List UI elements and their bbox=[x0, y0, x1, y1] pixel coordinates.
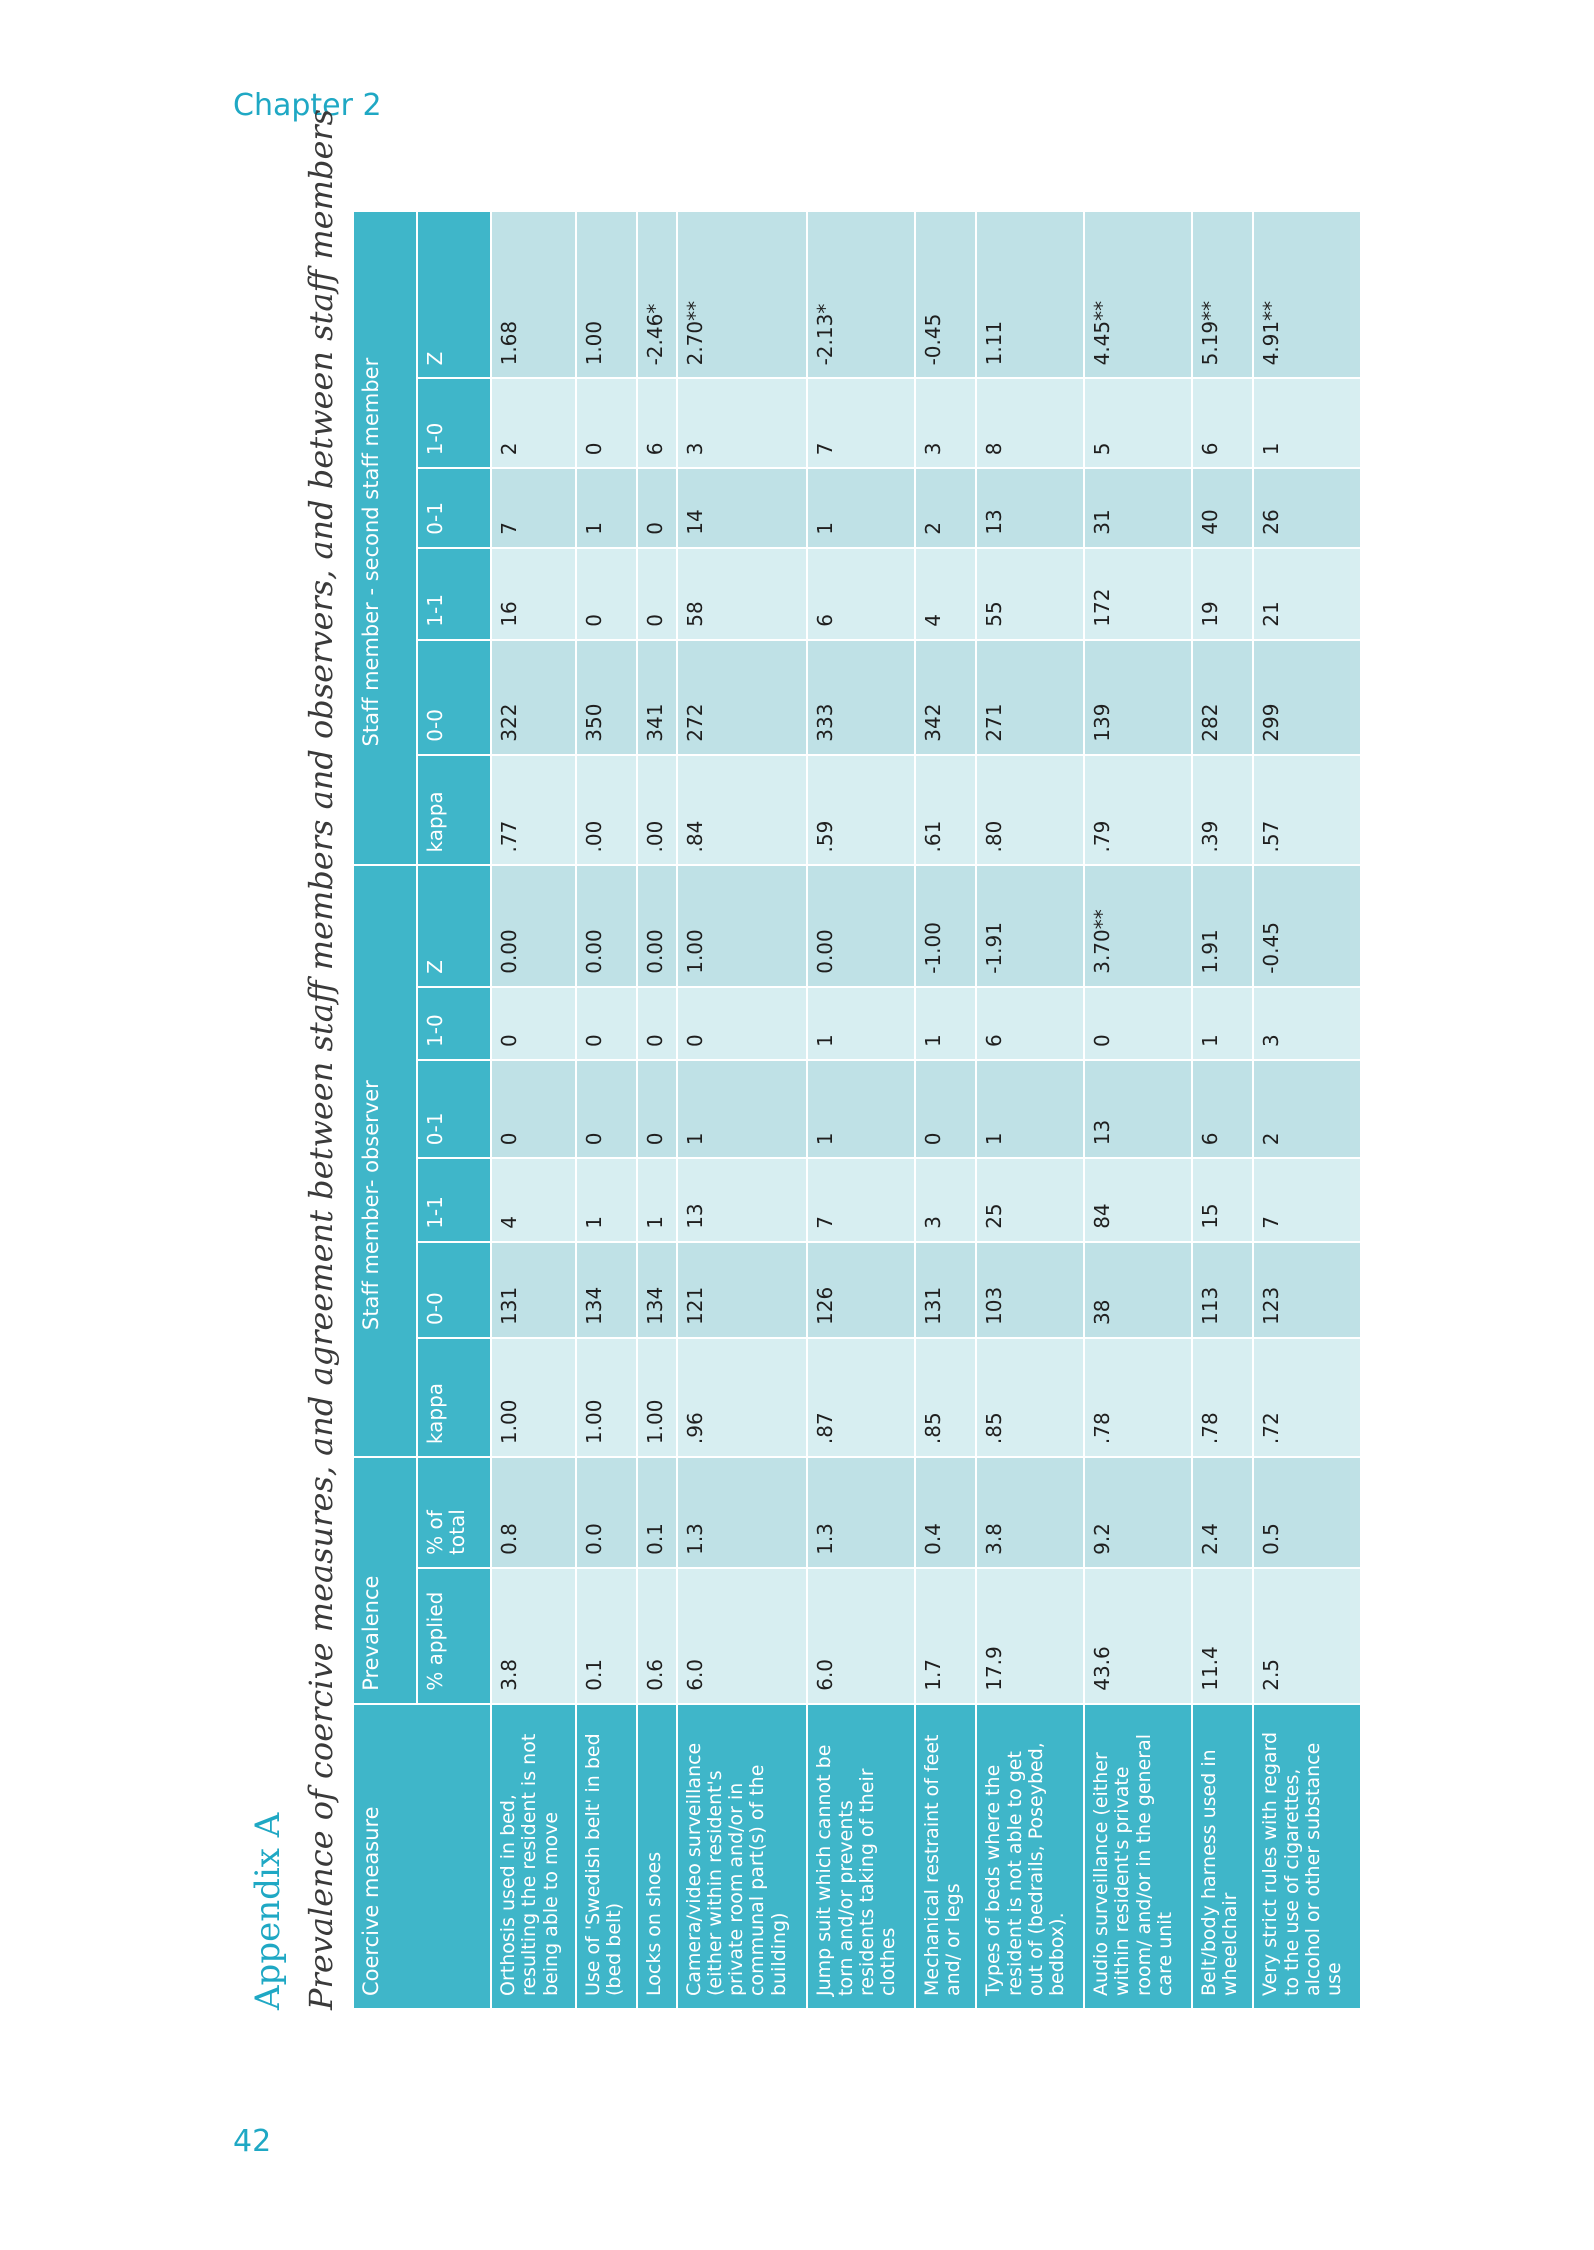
so-00-cell: 38 bbox=[1084, 1242, 1192, 1338]
pct-applied-cell: 3.8 bbox=[491, 1568, 576, 1704]
staff-observer-header bbox=[353, 865, 417, 1457]
ss-11-cell: 0 bbox=[576, 548, 637, 640]
so-10-cell: 0 bbox=[491, 987, 576, 1060]
table-row bbox=[637, 211, 677, 2009]
table-row bbox=[1084, 211, 1192, 2009]
so-10-cell: 1 bbox=[1192, 987, 1253, 1060]
ss-kappa-cell: .59 bbox=[807, 755, 915, 866]
ss-10-cell: 2 bbox=[491, 378, 576, 468]
ss-01-header: 0-1 bbox=[417, 468, 491, 547]
ss-01-cell: 2 bbox=[915, 468, 976, 547]
table-row bbox=[1192, 211, 1253, 2009]
so-kappa-cell: .85 bbox=[915, 1338, 976, 1457]
rotated-content bbox=[240, 108, 1360, 2010]
staff-observer-label: Staff member- observer bbox=[359, 1080, 383, 1331]
so-z-cell: -0.45 bbox=[1253, 865, 1361, 986]
table-row bbox=[576, 211, 637, 2009]
ss-11-cell: 6 bbox=[807, 548, 915, 640]
ss-z-cell: -0.45 bbox=[915, 211, 976, 378]
so-z-header: Z bbox=[417, 865, 491, 986]
so-z-cell: 0.00 bbox=[637, 865, 677, 986]
ss-01-cell: 31 bbox=[1084, 468, 1192, 547]
so-10-header: 1-0 bbox=[417, 987, 491, 1060]
ss-11-header: 1-1 bbox=[417, 548, 491, 640]
so-z-cell: -1.91 bbox=[976, 865, 1084, 986]
measure-cell: Use of 'Swedish belt' in bed (bed belt) bbox=[576, 1704, 637, 2009]
ss-kappa-cell: .39 bbox=[1192, 755, 1253, 866]
ss-01-cell: 0 bbox=[637, 468, 677, 547]
table-row bbox=[976, 211, 1084, 2009]
pct-total-cell: 3.8 bbox=[976, 1457, 1084, 1568]
ss-z-cell: 2.70** bbox=[677, 211, 808, 378]
so-00-cell: 123 bbox=[1253, 1242, 1361, 1338]
ss-00-cell: 350 bbox=[576, 640, 637, 755]
so-z-cell: 1.91 bbox=[1192, 865, 1253, 986]
ss-11-cell: 16 bbox=[491, 548, 576, 640]
so-00-cell: 134 bbox=[637, 1242, 677, 1338]
ss-10-cell: 8 bbox=[976, 378, 1084, 468]
so-z-cell: -1.00 bbox=[915, 865, 976, 986]
ss-kappa-cell: .57 bbox=[1253, 755, 1361, 866]
so-kappa-cell: .85 bbox=[976, 1338, 1084, 1457]
so-10-cell: 6 bbox=[976, 987, 1084, 1060]
so-kappa-cell: 1.00 bbox=[637, 1338, 677, 1457]
ss-z-cell: 1.68 bbox=[491, 211, 576, 378]
ss-10-cell: 3 bbox=[677, 378, 808, 468]
so-10-cell: 0 bbox=[637, 987, 677, 1060]
so-kappa-cell: .78 bbox=[1192, 1338, 1253, 1457]
measure-cell: Locks on shoes bbox=[637, 1704, 677, 2009]
measure-cell: Audio surveillance (either within resident's private room/ and/or in the general care unit bbox=[1084, 1704, 1192, 2009]
ss-z-header: Z bbox=[417, 211, 491, 378]
ss-00-cell: 271 bbox=[976, 640, 1084, 755]
table-row bbox=[1253, 211, 1361, 2009]
ss-11-cell: 0 bbox=[637, 548, 677, 640]
ss-z-cell: 1.11 bbox=[976, 211, 1084, 378]
ss-01-cell: 40 bbox=[1192, 468, 1253, 547]
so-z-cell: 0.00 bbox=[576, 865, 637, 986]
so-00-cell: 103 bbox=[976, 1242, 1084, 1338]
ss-z-cell: -2.46* bbox=[637, 211, 677, 378]
ss-kappa-cell: .00 bbox=[637, 755, 677, 866]
so-z-cell: 3.70** bbox=[1084, 865, 1192, 986]
pct-applied-cell: 6.0 bbox=[807, 1568, 915, 1704]
so-00-cell: 126 bbox=[807, 1242, 915, 1338]
so-kappa-cell: .87 bbox=[807, 1338, 915, 1457]
pct-total-cell: 0.4 bbox=[915, 1457, 976, 1568]
pct-total-cell: 0.0 bbox=[576, 1457, 637, 1568]
measure-cell: Very strict rules with regard to the use of cigarettes, alcohol or other substance use bbox=[1253, 1704, 1361, 2009]
ss-01-cell: 13 bbox=[976, 468, 1084, 547]
so-11-cell: 7 bbox=[807, 1158, 915, 1242]
measure-cell: Types of beds where the resident is not able to get out of (bedrails, Poseybed, bedbox). bbox=[976, 1704, 1084, 2009]
ss-00-cell: 322 bbox=[491, 640, 576, 755]
so-00-cell: 131 bbox=[915, 1242, 976, 1338]
ss-10-cell: 0 bbox=[576, 378, 637, 468]
ss-01-cell: 14 bbox=[677, 468, 808, 547]
so-kappa-cell: .78 bbox=[1084, 1338, 1192, 1457]
ss-00-cell: 282 bbox=[1192, 640, 1253, 755]
ss-01-cell: 1 bbox=[576, 468, 637, 547]
pct-total-cell: 1.3 bbox=[807, 1457, 915, 1568]
ss-00-cell: 342 bbox=[915, 640, 976, 755]
ss-10-cell: 6 bbox=[637, 378, 677, 468]
so-10-cell: 0 bbox=[1084, 987, 1192, 1060]
so-10-cell: 0 bbox=[576, 987, 637, 1060]
measure-cell: Mechanical restraint of feet and/ or legs bbox=[915, 1704, 976, 2009]
ss-10-cell: 5 bbox=[1084, 378, 1192, 468]
pct-applied-cell: 43.6 bbox=[1084, 1568, 1192, 1704]
pct-total-header: % of total bbox=[417, 1457, 491, 1568]
so-11-cell: 1 bbox=[576, 1158, 637, 1242]
so-kappa-header: kappa bbox=[417, 1338, 491, 1457]
ss-11-cell: 172 bbox=[1084, 548, 1192, 640]
ss-01-cell: 26 bbox=[1253, 468, 1361, 547]
ss-kappa-cell: .61 bbox=[915, 755, 976, 866]
ss-z-cell: 1.00 bbox=[576, 211, 637, 378]
ss-10-header: 1-0 bbox=[417, 378, 491, 468]
coercive-measures-table bbox=[352, 210, 1362, 2010]
ss-10-cell: 1 bbox=[1253, 378, 1361, 468]
so-z-cell: 0.00 bbox=[807, 865, 915, 986]
table-row bbox=[677, 211, 808, 2009]
page-number: 42 bbox=[233, 2124, 272, 2159]
pct-applied-cell: 0.6 bbox=[637, 1568, 677, 1704]
so-z-cell: 0.00 bbox=[491, 865, 576, 986]
staff-staff-label: Staff member - second staff member bbox=[359, 357, 383, 747]
ss-11-cell: 21 bbox=[1253, 548, 1361, 640]
ss-00-cell: 139 bbox=[1084, 640, 1192, 755]
measure-cell: Orthosis used in bed, resulting the resident is not being able to move bbox=[491, 1704, 576, 2009]
ss-00-cell: 333 bbox=[807, 640, 915, 755]
pct-applied-cell: 11.4 bbox=[1192, 1568, 1253, 1704]
ss-00-cell: 299 bbox=[1253, 640, 1361, 755]
table-row bbox=[491, 211, 576, 2009]
pct-applied-cell: 1.7 bbox=[915, 1568, 976, 1704]
pct-applied-cell: 6.0 bbox=[677, 1568, 808, 1704]
ss-kappa-header: kappa bbox=[417, 755, 491, 866]
so-11-cell: 1 bbox=[637, 1158, 677, 1242]
so-00-cell: 113 bbox=[1192, 1242, 1253, 1338]
ss-kappa-cell: .80 bbox=[976, 755, 1084, 866]
so-01-cell: 1 bbox=[807, 1060, 915, 1158]
ss-kappa-cell: .79 bbox=[1084, 755, 1192, 866]
so-01-cell: 1 bbox=[976, 1060, 1084, 1158]
so-11-cell: 25 bbox=[976, 1158, 1084, 1242]
so-kappa-cell: .96 bbox=[677, 1338, 808, 1457]
ss-00-header: 0-0 bbox=[417, 640, 491, 755]
so-01-cell: 0 bbox=[576, 1060, 637, 1158]
so-z-cell: 1.00 bbox=[677, 865, 808, 986]
pct-total-cell: 0.1 bbox=[637, 1457, 677, 1568]
pct-applied-header: % applied bbox=[417, 1568, 491, 1704]
so-00-cell: 134 bbox=[576, 1242, 637, 1338]
so-11-header: 1-1 bbox=[417, 1158, 491, 1242]
ss-z-cell: 4.91** bbox=[1253, 211, 1361, 378]
ss-10-cell: 7 bbox=[807, 378, 915, 468]
chapter-label: Chapter 2 bbox=[233, 88, 382, 123]
ss-kappa-cell: .00 bbox=[576, 755, 637, 866]
ss-10-cell: 6 bbox=[1192, 378, 1253, 468]
so-01-cell: 0 bbox=[915, 1060, 976, 1158]
so-11-cell: 4 bbox=[491, 1158, 576, 1242]
so-01-cell: 0 bbox=[637, 1060, 677, 1158]
so-01-header: 0-1 bbox=[417, 1060, 491, 1158]
pct-total-cell: 2.4 bbox=[1192, 1457, 1253, 1568]
so-00-cell: 131 bbox=[491, 1242, 576, 1338]
measure-cell: Jump suit which cannot be torn and/or prevents residents taking of their clothes bbox=[807, 1704, 915, 2009]
pct-total-cell: 0.8 bbox=[491, 1457, 576, 1568]
ss-11-cell: 55 bbox=[976, 548, 1084, 640]
ss-z-cell: 4.45** bbox=[1084, 211, 1192, 378]
pct-total-cell: 1.3 bbox=[677, 1457, 808, 1568]
so-10-cell: 0 bbox=[677, 987, 808, 1060]
table-caption: Prevalence of coercive measures, and agreement between staff members and observers, and between staff members bbox=[302, 108, 340, 2010]
so-00-header: 0-0 bbox=[417, 1242, 491, 1338]
so-11-cell: 84 bbox=[1084, 1158, 1192, 1242]
ss-01-cell: 7 bbox=[491, 468, 576, 547]
staff-staff-header bbox=[353, 211, 417, 865]
so-10-cell: 3 bbox=[1253, 987, 1361, 1060]
table-row bbox=[807, 211, 915, 2009]
so-11-cell: 7 bbox=[1253, 1158, 1361, 1242]
prevalence-header: Prevalence bbox=[353, 1457, 417, 1704]
ss-01-cell: 1 bbox=[807, 468, 915, 547]
so-00-cell: 121 bbox=[677, 1242, 808, 1338]
so-11-cell: 3 bbox=[915, 1158, 976, 1242]
ss-00-cell: 341 bbox=[637, 640, 677, 755]
so-11-cell: 13 bbox=[677, 1158, 808, 1242]
pct-applied-cell: 0.1 bbox=[576, 1568, 637, 1704]
ss-10-cell: 3 bbox=[915, 378, 976, 468]
so-kappa-cell: 1.00 bbox=[576, 1338, 637, 1457]
pct-total-cell: 9.2 bbox=[1084, 1457, 1192, 1568]
so-01-cell: 1 bbox=[677, 1060, 808, 1158]
pct-total-cell: 0.5 bbox=[1253, 1457, 1361, 1568]
table-row bbox=[915, 211, 976, 2009]
measure-cell: Camera/video surveillance (either within resident's private room and/or in communal part(s) of the building) bbox=[677, 1704, 808, 2009]
so-01-cell: 2 bbox=[1253, 1060, 1361, 1158]
ss-11-cell: 19 bbox=[1192, 548, 1253, 640]
ss-11-cell: 58 bbox=[677, 548, 808, 640]
so-kappa-cell: .72 bbox=[1253, 1338, 1361, 1457]
so-11-cell: 15 bbox=[1192, 1158, 1253, 1242]
so-10-cell: 1 bbox=[807, 987, 915, 1060]
so-01-cell: 0 bbox=[491, 1060, 576, 1158]
so-01-cell: 6 bbox=[1192, 1060, 1253, 1158]
ss-kappa-cell: .84 bbox=[677, 755, 808, 866]
measure-cell: Belt/body harness used in wheelchair bbox=[1192, 1704, 1253, 2009]
ss-00-cell: 272 bbox=[677, 640, 808, 755]
pct-applied-cell: 2.5 bbox=[1253, 1568, 1361, 1704]
ss-z-cell: 5.19** bbox=[1192, 211, 1253, 378]
ss-kappa-cell: .77 bbox=[491, 755, 576, 866]
ss-11-cell: 4 bbox=[915, 548, 976, 640]
appendix-title: Appendix A bbox=[248, 1812, 288, 2010]
so-01-cell: 13 bbox=[1084, 1060, 1192, 1158]
so-kappa-cell: 1.00 bbox=[491, 1338, 576, 1457]
so-10-cell: 1 bbox=[915, 987, 976, 1060]
ss-z-cell: -2.13* bbox=[807, 211, 915, 378]
pct-applied-cell: 17.9 bbox=[976, 1568, 1084, 1704]
measure-header: Coercive measure bbox=[353, 1704, 491, 2009]
